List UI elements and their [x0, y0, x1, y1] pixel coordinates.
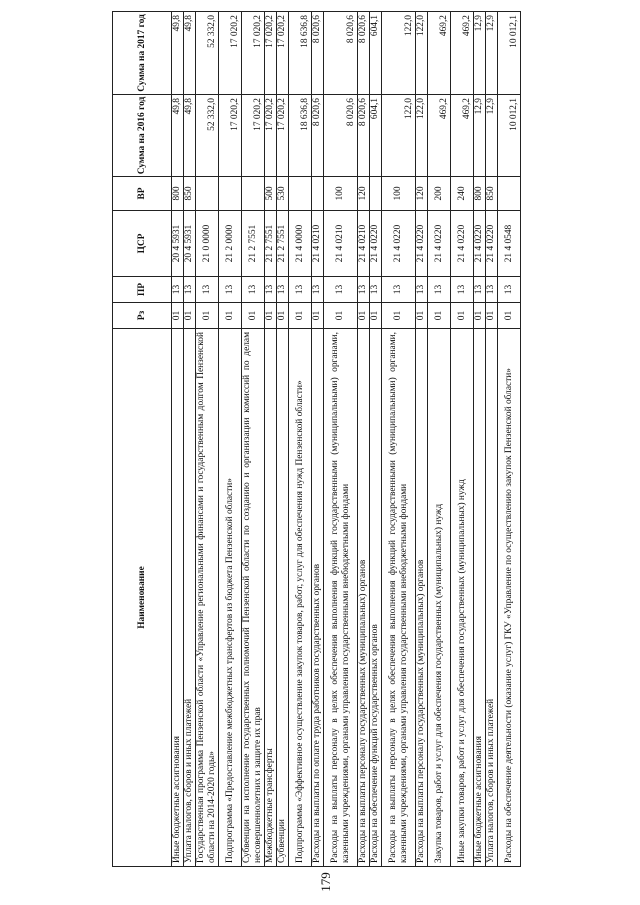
page-number: 179 — [318, 872, 333, 892]
cell-vr — [196, 177, 219, 211]
table-row — [219, 12, 242, 867]
cell-sum2017: 49,8 — [172, 12, 184, 95]
cell-rz: 01 — [428, 303, 451, 329]
cell-sum2016: 469,2 — [451, 95, 474, 177]
cell-rz: 01 — [265, 303, 277, 329]
table-row — [474, 12, 486, 867]
cell-pr: 13 — [324, 277, 358, 303]
table-row — [277, 12, 289, 867]
header-pr: ПР — [113, 277, 172, 303]
cell-sum2017: 17 020,2 — [277, 12, 289, 95]
cell-rz: 01 — [358, 303, 370, 329]
table-row — [265, 12, 277, 867]
cell-name: Уплата налогов, сборов и иных платежей — [486, 329, 498, 867]
cell-rz: 01 — [486, 303, 498, 329]
cell-vr — [289, 177, 312, 211]
cell-name: Государственная программа Пензенской области «Управление региональными финансами и государственным долгом Пензенской области на 2014-2020 годы» — [196, 329, 219, 867]
cell-name: Иные бюджетные ассигнования — [172, 329, 184, 867]
cell-vr — [498, 177, 521, 211]
cell-pr: 13 — [486, 277, 498, 303]
table-row — [416, 12, 428, 867]
cell-name: Иные закупки товаров, работ и услуг для обеспечения государственных (муниципальных) нужд — [451, 329, 474, 867]
header-name: Наименование — [113, 329, 172, 867]
cell-rz: 01 — [172, 303, 184, 329]
table-row — [498, 12, 521, 867]
cell-sum2017: 8 020,6 — [312, 12, 324, 95]
cell-sum2017: 8 020,6 — [358, 12, 370, 95]
cell-csr: 21 4 0220 — [382, 211, 416, 277]
cell-name: Субвенции на исполнение государственных полномочий Пензенской области по созданию и организации комиссий по делам несовершеннолетних и защите их прав — [242, 329, 265, 867]
cell-pr: 13 — [277, 277, 289, 303]
cell-sum2017: 122,0 — [416, 12, 428, 95]
cell-sum2017: 17 020,2 — [242, 12, 265, 95]
cell-vr: 800 — [474, 177, 486, 211]
header-csr: ЦСР — [113, 211, 172, 277]
cell-pr: 13 — [196, 277, 219, 303]
header-sum-2017: Сумма на 2017 год — [113, 12, 172, 95]
table-row — [324, 12, 358, 867]
cell-pr: 13 — [428, 277, 451, 303]
table-row — [358, 12, 370, 867]
cell-vr: 100 — [324, 177, 358, 211]
cell-vr — [242, 177, 265, 211]
cell-sum2016: 604,1 — [370, 95, 382, 177]
cell-pr: 13 — [219, 277, 242, 303]
cell-sum2017: 12,9 — [486, 12, 498, 95]
cell-rz: 01 — [277, 303, 289, 329]
cell-name: Уплата налогов, сборов и иных платежей — [184, 329, 196, 867]
cell-pr: 13 — [498, 277, 521, 303]
cell-vr — [370, 177, 382, 211]
header-rz: Рз — [113, 303, 172, 329]
cell-rz: 01 — [370, 303, 382, 329]
cell-sum2016: 49,8 — [184, 95, 196, 177]
cell-sum2016: 469,2 — [428, 95, 451, 177]
cell-pr: 13 — [184, 277, 196, 303]
cell-sum2017: 12,9 — [474, 12, 486, 95]
cell-vr: 850 — [184, 177, 196, 211]
cell-sum2017: 17 020,2 — [219, 12, 242, 95]
header-sum-2016: Сумма на 2016 год — [113, 95, 172, 177]
cell-sum2017: 469,2 — [428, 12, 451, 95]
table-row — [451, 12, 474, 867]
cell-vr — [219, 177, 242, 211]
cell-sum2016: 17 020,2 — [265, 95, 277, 177]
cell-sum2017: 49,8 — [184, 12, 196, 95]
cell-name: Расходы на выплаты персоналу государственных (муниципальных) органов — [416, 329, 428, 867]
budget-table — [112, 11, 521, 867]
header-vr: ВР — [113, 177, 172, 211]
cell-name: Расходы на выплаты персоналу в целях обеспечения выполнения функций государственными (муниципальными) органами, казенными учреждениями, органами управления государственными внебюджетными фондами — [382, 329, 416, 867]
cell-name: Закупка товаров, работ и услуг для обеспечения государственных (муниципальных) нужд — [428, 329, 451, 867]
cell-sum2016: 122,0 — [416, 95, 428, 177]
cell-rz: 01 — [312, 303, 324, 329]
table-row — [370, 12, 382, 867]
cell-pr: 13 — [358, 277, 370, 303]
cell-rz: 01 — [184, 303, 196, 329]
table-row — [196, 12, 219, 867]
cell-pr: 13 — [289, 277, 312, 303]
cell-sum2016: 10 012,1 — [498, 95, 521, 177]
cell-name: Расходы на выплаты персоналу государственных (муниципальных) органов — [358, 329, 370, 867]
cell-sum2016: 8 020,6 — [312, 95, 324, 177]
cell-sum2017: 18 636,8 — [289, 12, 312, 95]
cell-name: Расходы на выплаты по оплате труда работников государственных органов — [312, 329, 324, 867]
cell-sum2017: 10 012,1 — [498, 12, 521, 95]
cell-name: Расходы на выплаты персоналу в целях обеспечения выполнения функций государственными (муниципальными) органами, казенными учреждениями, органами управления государственными внебюджетными фондами — [324, 329, 358, 867]
cell-csr: 21 4 0210 — [324, 211, 358, 277]
cell-rz: 01 — [219, 303, 242, 329]
header-row — [113, 12, 172, 867]
cell-pr: 13 — [312, 277, 324, 303]
cell-csr: 21 4 0220 — [474, 211, 486, 277]
cell-vr: 120 — [358, 177, 370, 211]
cell-name: Субвенции — [277, 329, 289, 867]
cell-csr: 21 2 7551 — [265, 211, 277, 277]
cell-vr: 800 — [172, 177, 184, 211]
cell-name: Межбюджетные трансферты — [265, 329, 277, 867]
cell-sum2017: 604,1 — [370, 12, 382, 95]
cell-sum2016: 8 020,6 — [324, 95, 358, 177]
cell-csr: 21 4 0210 — [312, 211, 324, 277]
cell-sum2016: 12,9 — [486, 95, 498, 177]
cell-sum2016: 12,9 — [474, 95, 486, 177]
cell-pr: 13 — [474, 277, 486, 303]
cell-vr: 850 — [486, 177, 498, 211]
cell-csr: 21 4 0210 — [358, 211, 370, 277]
cell-sum2016: 8 020,6 — [358, 95, 370, 177]
cell-csr: 21 4 0220 — [428, 211, 451, 277]
cell-name: Иные бюджетные ассигнования — [474, 329, 486, 867]
cell-sum2016: 17 020,2 — [242, 95, 265, 177]
cell-csr: 21 4 0220 — [370, 211, 382, 277]
cell-vr: 530 — [277, 177, 289, 211]
cell-rz: 01 — [289, 303, 312, 329]
cell-rz: 01 — [196, 303, 219, 329]
table-row — [428, 12, 451, 867]
table-row — [184, 12, 196, 867]
cell-pr: 13 — [265, 277, 277, 303]
cell-csr: 21 4 0220 — [486, 211, 498, 277]
cell-csr: 20 4 5931 — [172, 211, 184, 277]
cell-sum2016: 17 020,2 — [277, 95, 289, 177]
cell-rz: 01 — [416, 303, 428, 329]
cell-pr: 13 — [370, 277, 382, 303]
cell-rz: 01 — [382, 303, 416, 329]
rotated-table-wrapper — [112, 12, 612, 867]
cell-csr: 21 2 0000 — [219, 211, 242, 277]
cell-rz: 01 — [498, 303, 521, 329]
cell-csr: 21 2 7551 — [277, 211, 289, 277]
cell-vr: 240 — [451, 177, 474, 211]
cell-rz: 01 — [242, 303, 265, 329]
cell-name: Расходы на обеспечение функций государственных органов — [370, 329, 382, 867]
table-body — [172, 12, 521, 867]
cell-pr: 13 — [172, 277, 184, 303]
table-row — [172, 12, 184, 867]
table-row — [382, 12, 416, 867]
cell-pr: 13 — [242, 277, 265, 303]
cell-vr: 120 — [416, 177, 428, 211]
cell-name: Подпрограмма «Эффективное осуществление закупок товаров, работ, услуг для обеспечения нужд Пензенской области» — [289, 329, 312, 867]
cell-sum2017: 17 020,2 — [265, 12, 277, 95]
cell-pr: 13 — [416, 277, 428, 303]
cell-sum2016: 49,8 — [172, 95, 184, 177]
cell-rz: 01 — [474, 303, 486, 329]
cell-csr: 21 4 0000 — [289, 211, 312, 277]
table-row — [289, 12, 312, 867]
cell-name: Расходы на обеспечение деятельности (оказание услуг) ГКУ «Управление по осуществлению закупок Пензенской области» — [498, 329, 521, 867]
cell-pr: 13 — [451, 277, 474, 303]
cell-vr: 100 — [382, 177, 416, 211]
cell-csr: 20 4 5931 — [184, 211, 196, 277]
table-row — [312, 12, 324, 867]
cell-rz: 01 — [451, 303, 474, 329]
cell-sum2017: 469,2 — [451, 12, 474, 95]
cell-sum2016: 17 020,2 — [219, 95, 242, 177]
cell-csr: 21 4 0220 — [451, 211, 474, 277]
table-row — [242, 12, 265, 867]
cell-csr: 21 4 0220 — [416, 211, 428, 277]
table-row — [486, 12, 498, 867]
cell-vr: 200 — [428, 177, 451, 211]
cell-pr: 13 — [382, 277, 416, 303]
cell-csr: 21 4 0548 — [498, 211, 521, 277]
cell-name: Подпрограмма «Предоставление межбюджетных трансфертов из бюджета Пензенской области» — [219, 329, 242, 867]
cell-rz: 01 — [324, 303, 358, 329]
cell-sum2017: 122,0 — [382, 12, 416, 95]
cell-sum2017: 8 020,6 — [324, 12, 358, 95]
cell-sum2016: 18 636,8 — [289, 95, 312, 177]
cell-sum2016: 122,0 — [382, 95, 416, 177]
cell-vr: 500 — [265, 177, 277, 211]
cell-csr: 21 2 7551 — [242, 211, 265, 277]
cell-sum2016: 52 332,0 — [196, 95, 219, 177]
cell-vr — [312, 177, 324, 211]
cell-sum2017: 52 332,0 — [196, 12, 219, 95]
cell-csr: 21 0 0000 — [196, 211, 219, 277]
